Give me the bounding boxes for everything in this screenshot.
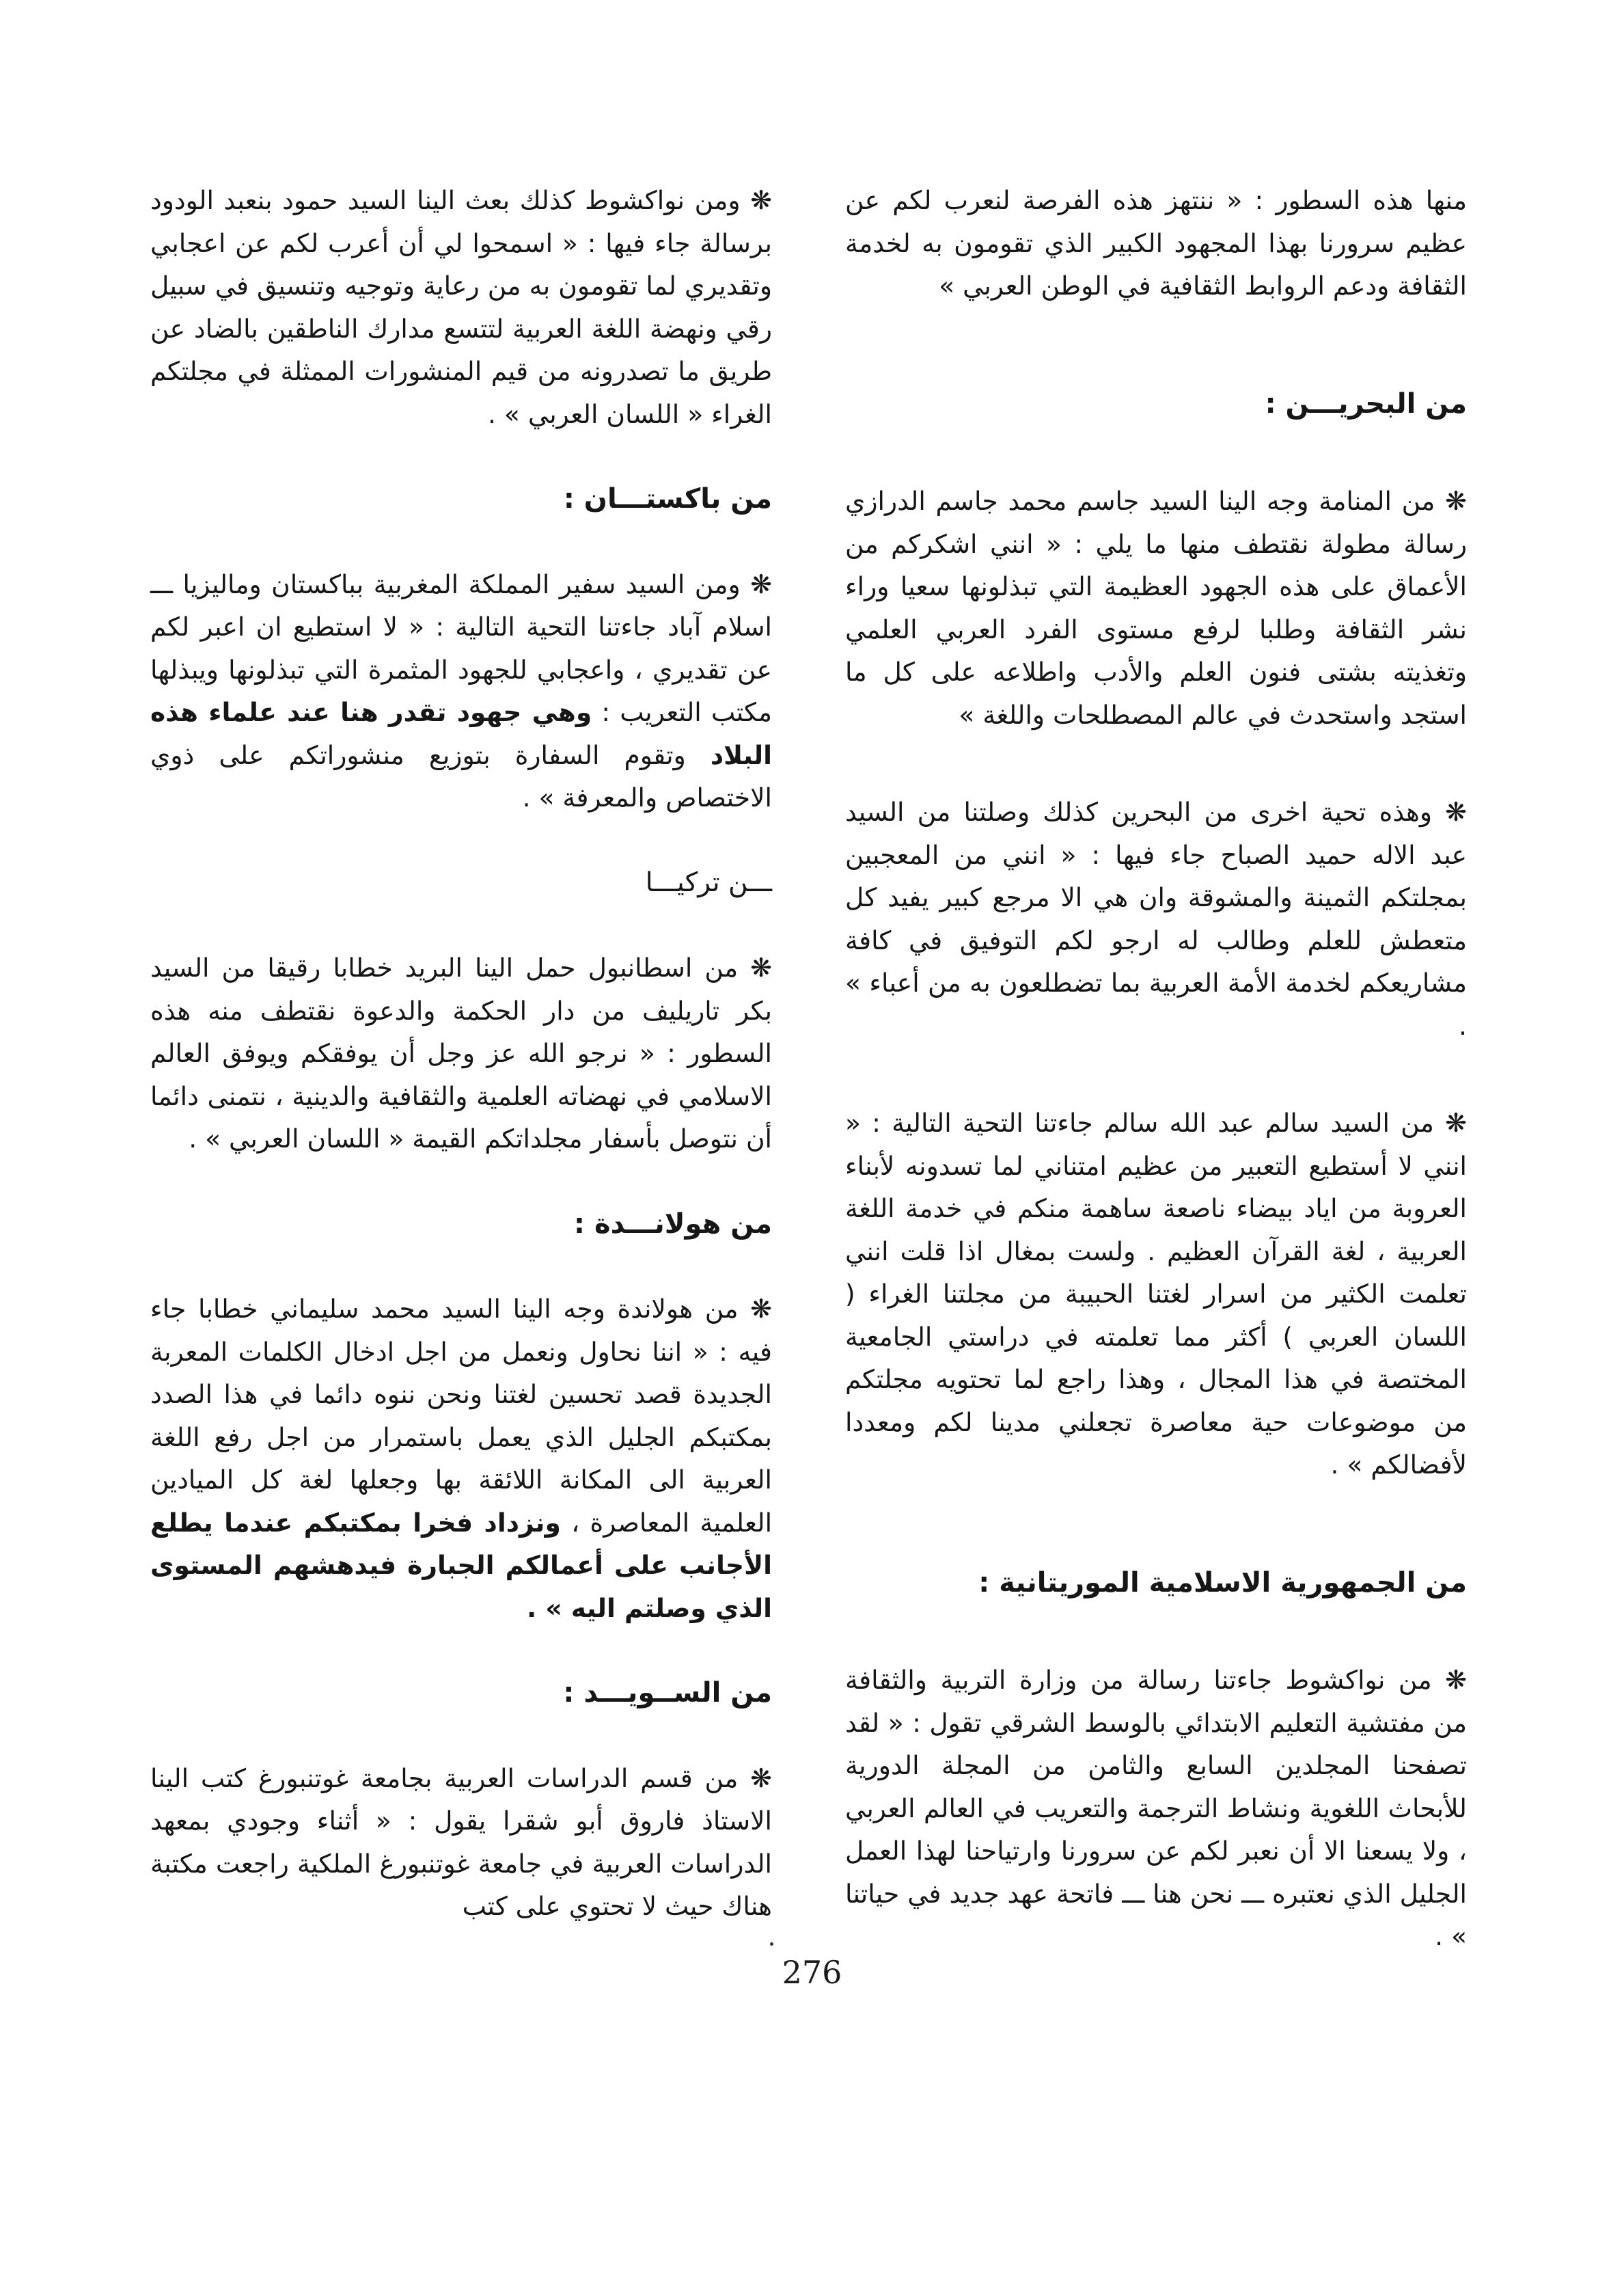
section-heading-turkey: ـــن تركيـــا: [645, 867, 772, 898]
asterisk-icon: ❋: [750, 185, 773, 215]
page-number: 276: [782, 1954, 842, 1991]
netherlands-bold-text: ونزداد فخرا بمكتبكم عندما يطلع الأجانب على أعمالكم الجبارة فيدهشهم المستوى الذي وصلتم اليه » .: [150, 1507, 772, 1623]
mauritania-paragraph-1: ❋ من نواكشوط جاءتنا رسالة من وزارة التربية والثقافة من مفتشية التعليم الابتدائي بالوسط الشرقي تقول : « لقد تصفحنا المجلدين السابع والثامن من المجلة الدورية للأبحاث اللغوية ونشاط الترجمة والتعريب في العالم العربي ، ولا يسعنا الا أن نعبر لكم عن سرورنا وارتياحنا لهذا العمل الجليل الذي نعتبره ـــ نحن هنا ـــ فاتحة عهد جديد في حياتنا » .: [845, 1665, 1467, 1951]
right-column: [845, 179, 1467, 1958]
left-column: [150, 179, 772, 1928]
asterisk-icon: ❋: [1445, 486, 1467, 516]
asterisk-icon: ❋: [1445, 797, 1468, 827]
asterisk-icon: ❋: [750, 1763, 772, 1793]
intro-paragraph: منها هذه السطور : « ننتهز هذه الفرصة لنعرب لكم عن عظيم سرورنا بهذا المجهود الكبير الذي تقومون به لخدمة الثقافة ودعم الروابط الثقافية في الوطن العربي »: [845, 185, 1467, 301]
section-heading-sweden: من الســويـــد :: [563, 1677, 772, 1709]
section-heading-mauritania: من الجمهورية الاسلامية الموريتانية :: [978, 1566, 1467, 1599]
asterisk-icon: ❋: [750, 1294, 772, 1324]
asterisk-icon: ❋: [750, 569, 773, 599]
speck-mark: [770, 1942, 773, 1946]
netherlands-paragraph: ❋ من هولاندة وجه الينا السيد محمد سليماني خطابا جاء فيه : « اننا نحاول ونعمل من اجل ادخال الكلمات المعربة الجديدة قصد تحسين لغتنا ونحن ننوه دائما في هذا الصدد بمكتبكم الجليل الذي يعمل باستمرار من اجل رفع اللغة العربية الى المكانة اللائقة بها وجعلها لغة كل الميادين العلمية المعاصرة ، ونزداد فخرا بمكتبكم عندما يطلع الأجانب على أعمالكم الجبارة فيدهشهم المستوى الذي وصلتم اليه » .: [150, 1294, 773, 1623]
turkey-paragraph: ❋ من اسطانبول حمل الينا البريد خطابا رقيقا من السيد بكر تاريليف من دار الحكمة والدعوة نقتطف منه هذه السطور : « نرجو الله عز وجل أن يوفقكم ويوفق العالم الاسلامي في نهضاته العلمية والثقافية والدينية ، نتمنى دائما أن نتوصل بأسفار مجلداتكم القيمة « اللسان العربي » .: [150, 953, 773, 1154]
section-heading-pakistan: من باكستـــان :: [563, 483, 772, 515]
asterisk-icon: ❋: [750, 953, 773, 983]
asterisk-icon: ❋: [1445, 1665, 1467, 1695]
sweden-paragraph: ❋ من قسم الدراسات العربية بجامعة غوتنبورغ كتب الينا الاستاذ فاروق أبو شقرا يقول : « أثناء وجودي بمعهد الدراسات العربية في جامعة غوتنبورغ الملكية راجعت مكتبة هناك حيث لا تحتوي على كتب: [150, 1763, 772, 1921]
bahrain-paragraph-1: ❋ من المنامة وجه الينا السيد جاسم محمد جاسم الدرازي رسالة مطولة نقتطف منها ما يلي : « انني اشكركم من الأعماق على هذه الجهود العظيمة التي تبذلونها سعيا وراء نشر الثقافة وطلبا لرفع مستوى الفرد العربي العلمي وتغذيته بشتى فنون العلم والأدب واطلاعه على كل ما استجد واستحدث في عالم المصطلحات واللغة »: [845, 486, 1467, 730]
section-heading-bahrain: من البحريـــن :: [1265, 388, 1467, 420]
pakistan-bold-text: وهي جهود تقدر هنا عند علماء هذه البلاد: [150, 697, 772, 770]
bahrain-paragraph-3: ❋ من السيد سالم عبد الله سالم جاءتنا التحية التالية : « انني لا أستطيع التعبير من عظيم امتناني لما تسدونه لأبناء العروبة من اياد بيضاء ناصعة ساهمة منكم في خدمة اللغة العربية ، لغة القرآن العظيم . ولست بمغال اذا قلت انني تعلمت الكثير من اسرار لغتنا الحبيبة من مجلتنا الغراء ( اللسان العربي ) أكثر مما تعلمته في دراستي الجامعية المختصة في هذا المجال ، وهذا راجع لما تحتويه مجلتكم من موضوعات حية معاصرة تجعلني مدينا لكم ومعددا لأفضالكم » .: [845, 1108, 1467, 1480]
bahrain-paragraph-2: ❋ وهذه تحية اخرى من البحرين كذلك وصلتنا من السيد عبد الاله حميد الصباح جاء فيها : « انني من المعجبين بمجلتكم الثمينة والمشوقة وان هي الا مرجع كبير يفيد كل متعطش للعلم وطالب له ارجو لكم التوفيق في كافة مشاريعكم لخدمة الأمة العربية بما تضطلعون به من أعباء » .: [845, 797, 1468, 1041]
pakistan-paragraph: ❋ ومن السيد سفير المملكة المغربية بباكستان وماليزيا ـــ اسلام آباد جاءتنا التحية التالية : « لا استطيع ان اعبر لكم عن تقديري ، واعجابي للجهود المثمرة التي تبذلونها ويبذلها مكتب التعريب : وهي جهود تقدر هنا عند علماء هذه البلاد وتقوم السفارة بتوزيع منشوراتكم على ذوي الاختصاص والمعرفة » .: [150, 569, 773, 813]
section-heading-netherlands: من هولانـــدة :: [574, 1208, 772, 1240]
asterisk-icon: ❋: [1445, 1108, 1467, 1138]
nouakchott-paragraph: ❋ ومن نواكشوط كذلك بعث الينا السيد حمود بنعبد الودود برسالة جاء فيها : « اسمحوا لي أن أعرب لكم عن اعجابي وتقديري لما تقومون به من رعاية وتوجيه وتنسيق في سبيل رقي ونهضة اللغة العربية لتتسع مدارك الناطقين بالضاد عن طريق ما تصدرونه من قيم المنشورات الممثلة في مجلتكم الغراء « اللسان العربي » .: [150, 185, 773, 429]
